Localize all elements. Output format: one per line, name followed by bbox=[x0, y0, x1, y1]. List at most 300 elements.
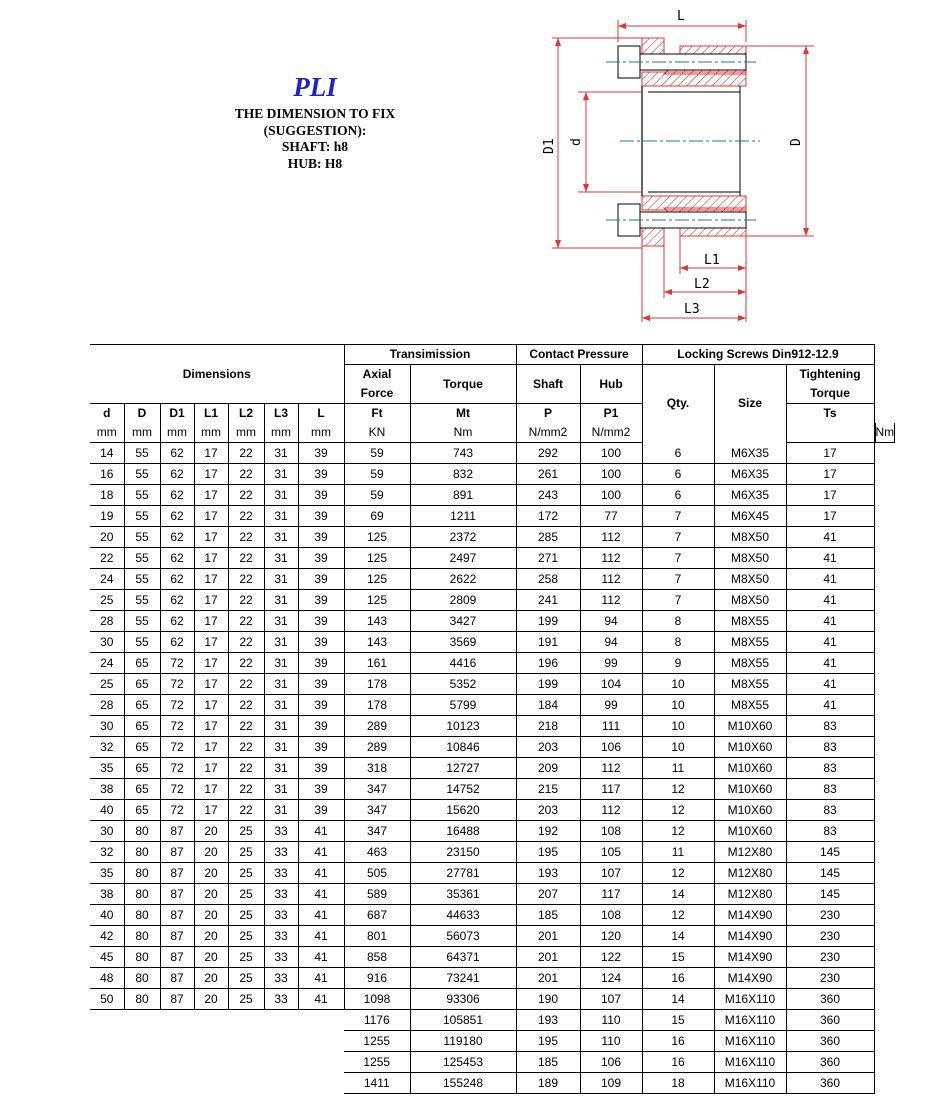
table-row bbox=[90, 779, 895, 800]
cell-qty: 10 bbox=[642, 695, 714, 716]
cell-L2: 25 bbox=[228, 968, 264, 989]
cell-P: 241 bbox=[516, 590, 580, 611]
cell-Ts: 360 bbox=[786, 1073, 874, 1094]
cell-d bbox=[90, 1031, 124, 1052]
cell-P: 243 bbox=[516, 485, 580, 506]
cell-d bbox=[90, 1010, 124, 1031]
cell-P1: 100 bbox=[580, 443, 642, 464]
cell-L2: 22 bbox=[228, 737, 264, 758]
cell-L2: 22 bbox=[228, 695, 264, 716]
cell-size: M6X35 bbox=[714, 485, 786, 506]
group-header-dimensions: Dimensions bbox=[90, 345, 344, 404]
cell-P1: 77 bbox=[580, 506, 642, 527]
cell-Ft: 178 bbox=[344, 695, 410, 716]
cell-D1: 72 bbox=[160, 695, 194, 716]
cell-D1: 62 bbox=[160, 527, 194, 548]
cell-Ft: 505 bbox=[344, 863, 410, 884]
symbol-Mt: Mt bbox=[410, 404, 516, 424]
cell-L1: 17 bbox=[194, 611, 228, 632]
cell-d: 32 bbox=[90, 737, 124, 758]
dim-label-D: D bbox=[789, 138, 804, 146]
cell-d: 30 bbox=[90, 632, 124, 653]
cell-D: 55 bbox=[124, 569, 160, 590]
cell-D: 65 bbox=[124, 758, 160, 779]
cell-Ts: 83 bbox=[786, 800, 874, 821]
cell-qty: 6 bbox=[642, 443, 714, 464]
table-row bbox=[90, 1010, 895, 1031]
table-row bbox=[90, 1073, 895, 1094]
table-row bbox=[90, 1052, 895, 1073]
symbol-Ts: Ts bbox=[786, 404, 874, 424]
cell-Ft: 125 bbox=[344, 569, 410, 590]
cell-L: 39 bbox=[298, 548, 344, 569]
cell-L3: 31 bbox=[264, 506, 298, 527]
cell-qty: 14 bbox=[642, 926, 714, 947]
cell-P: 258 bbox=[516, 569, 580, 590]
cell-L3: 31 bbox=[264, 527, 298, 548]
cell-D1: 87 bbox=[160, 821, 194, 842]
cell-qty: 18 bbox=[642, 1073, 714, 1094]
cell-L: 41 bbox=[298, 947, 344, 968]
cell-d: 25 bbox=[90, 590, 124, 611]
cell-L3: 31 bbox=[264, 611, 298, 632]
cell-qty: 12 bbox=[642, 800, 714, 821]
cell-L: 41 bbox=[298, 842, 344, 863]
cell-P1: 94 bbox=[580, 611, 642, 632]
cell-Mt: 93306 bbox=[410, 989, 516, 1010]
cell-P: 285 bbox=[516, 527, 580, 548]
symbol-P: P bbox=[516, 404, 580, 424]
cell-P1: 117 bbox=[580, 779, 642, 800]
cell-size: M8X55 bbox=[714, 632, 786, 653]
cell-P: 193 bbox=[516, 863, 580, 884]
cell-qty: 6 bbox=[642, 485, 714, 506]
cell-P: 201 bbox=[516, 947, 580, 968]
cell-Ft: 69 bbox=[344, 506, 410, 527]
cell-size: M8X50 bbox=[714, 569, 786, 590]
cell-L2 bbox=[228, 1073, 264, 1094]
cell-L3: 31 bbox=[264, 485, 298, 506]
cell-D: 80 bbox=[124, 926, 160, 947]
table-row bbox=[90, 590, 895, 611]
cell-Ft: 1255 bbox=[344, 1031, 410, 1052]
cell-L bbox=[298, 1052, 344, 1073]
cell-L1: 17 bbox=[194, 758, 228, 779]
cell-L3: 31 bbox=[264, 569, 298, 590]
cell-d: 30 bbox=[90, 716, 124, 737]
cell-D1 bbox=[160, 1031, 194, 1052]
cell-D: 80 bbox=[124, 947, 160, 968]
table-row bbox=[90, 758, 895, 779]
product-title: PLI bbox=[293, 72, 337, 102]
cell-D: 80 bbox=[124, 863, 160, 884]
unit-L1: mm bbox=[194, 423, 228, 443]
cell-qty: 12 bbox=[642, 863, 714, 884]
cell-d: 25 bbox=[90, 674, 124, 695]
cell-Ts: 83 bbox=[786, 758, 874, 779]
subtitle-line: HUB: H8 bbox=[287, 155, 343, 171]
table-row bbox=[90, 884, 895, 905]
cell-D: 55 bbox=[124, 590, 160, 611]
table-row bbox=[90, 464, 895, 485]
cell-L1: 20 bbox=[194, 884, 228, 905]
cell-size: M14X90 bbox=[714, 926, 786, 947]
cell-P: 201 bbox=[516, 926, 580, 947]
cell-L3 bbox=[264, 1010, 298, 1031]
cell-L: 41 bbox=[298, 926, 344, 947]
cell-L3: 31 bbox=[264, 674, 298, 695]
cell-L: 39 bbox=[298, 590, 344, 611]
cell-P1: 124 bbox=[580, 968, 642, 989]
cell-Mt: 891 bbox=[410, 485, 516, 506]
cell-D: 65 bbox=[124, 716, 160, 737]
cell-Ft: 289 bbox=[344, 737, 410, 758]
cell-D: 55 bbox=[124, 506, 160, 527]
cell-qty: 10 bbox=[642, 737, 714, 758]
cell-P1: 107 bbox=[580, 863, 642, 884]
cell-D1: 87 bbox=[160, 926, 194, 947]
cell-d: 30 bbox=[90, 821, 124, 842]
cell-qty: 14 bbox=[642, 884, 714, 905]
cell-D: 65 bbox=[124, 800, 160, 821]
cell-L2 bbox=[228, 1010, 264, 1031]
cell-d: 50 bbox=[90, 989, 124, 1010]
unit-qty bbox=[786, 423, 874, 443]
dim-label-L2: L2 bbox=[694, 277, 710, 292]
cell-D: 65 bbox=[124, 779, 160, 800]
cell-Ft: 347 bbox=[344, 779, 410, 800]
cell-Ts: 230 bbox=[786, 905, 874, 926]
cell-d bbox=[90, 1073, 124, 1094]
cell-L3: 33 bbox=[264, 842, 298, 863]
cell-L2: 22 bbox=[228, 716, 264, 737]
cell-size: M12X80 bbox=[714, 884, 786, 905]
cell-d: 24 bbox=[90, 653, 124, 674]
cell-L1 bbox=[194, 1031, 228, 1052]
cell-L1: 20 bbox=[194, 821, 228, 842]
header-qty: Qty. bbox=[642, 365, 714, 443]
cell-Mt: 2372 bbox=[410, 527, 516, 548]
cell-P1: 110 bbox=[580, 1031, 642, 1052]
cell-D: 80 bbox=[124, 968, 160, 989]
cell-Ts: 360 bbox=[786, 1031, 874, 1052]
bottom-flange-section bbox=[642, 228, 664, 246]
cell-P: 292 bbox=[516, 443, 580, 464]
cell-D1: 72 bbox=[160, 737, 194, 758]
cell-Mt: 3569 bbox=[410, 632, 516, 653]
cell-D: 65 bbox=[124, 674, 160, 695]
cell-size: M16X110 bbox=[714, 1052, 786, 1073]
cell-L1: 20 bbox=[194, 905, 228, 926]
cell-d: 22 bbox=[90, 548, 124, 569]
cell-Ts: 360 bbox=[786, 1052, 874, 1073]
cell-D1: 62 bbox=[160, 464, 194, 485]
cell-L: 41 bbox=[298, 968, 344, 989]
cell-D1: 72 bbox=[160, 800, 194, 821]
cell-Mt: 5799 bbox=[410, 695, 516, 716]
cell-L bbox=[298, 1031, 344, 1052]
cell-size: M6X35 bbox=[714, 464, 786, 485]
cell-Ts: 41 bbox=[786, 548, 874, 569]
cell-L1: 17 bbox=[194, 779, 228, 800]
cell-L2 bbox=[228, 1052, 264, 1073]
symbol-D: D bbox=[124, 404, 160, 424]
cell-P: 185 bbox=[516, 905, 580, 926]
cell-size: M8X50 bbox=[714, 548, 786, 569]
cell-Mt: 15620 bbox=[410, 800, 516, 821]
cell-L: 39 bbox=[298, 632, 344, 653]
unit-P: N/mm2 bbox=[516, 423, 580, 443]
cell-D1: 62 bbox=[160, 485, 194, 506]
cell-L1: 17 bbox=[194, 548, 228, 569]
cell-P1: 99 bbox=[580, 653, 642, 674]
cell-P1: 120 bbox=[580, 926, 642, 947]
cell-L3: 31 bbox=[264, 548, 298, 569]
cell-L2: 22 bbox=[228, 506, 264, 527]
cell-L2: 22 bbox=[228, 590, 264, 611]
cell-L1: 17 bbox=[194, 506, 228, 527]
cell-D1: 87 bbox=[160, 863, 194, 884]
cell-D1 bbox=[160, 1052, 194, 1073]
cell-L3: 33 bbox=[264, 926, 298, 947]
cell-qty: 7 bbox=[642, 569, 714, 590]
cell-D1: 87 bbox=[160, 905, 194, 926]
cell-P1: 110 bbox=[580, 1010, 642, 1031]
group-header-locking-screws: Locking Screws Din912-12.9 bbox=[642, 345, 874, 365]
cell-d: 42 bbox=[90, 926, 124, 947]
cell-D: 65 bbox=[124, 737, 160, 758]
cell-L: 39 bbox=[298, 569, 344, 590]
cell-L2: 25 bbox=[228, 989, 264, 1010]
cell-size: M10X60 bbox=[714, 779, 786, 800]
cell-P: 215 bbox=[516, 779, 580, 800]
cell-d: 28 bbox=[90, 695, 124, 716]
cell-D1 bbox=[160, 1010, 194, 1031]
cell-L3: 31 bbox=[264, 695, 298, 716]
cell-size: M10X60 bbox=[714, 716, 786, 737]
cell-Ts: 17 bbox=[786, 443, 874, 464]
cell-L: 41 bbox=[298, 863, 344, 884]
specification-rows bbox=[90, 443, 895, 1094]
cell-qty: 15 bbox=[642, 947, 714, 968]
cell-P: 271 bbox=[516, 548, 580, 569]
cell-L: 39 bbox=[298, 527, 344, 548]
cell-P: 196 bbox=[516, 653, 580, 674]
cell-P: 207 bbox=[516, 884, 580, 905]
cell-L3 bbox=[264, 1052, 298, 1073]
cell-size: M8X55 bbox=[714, 611, 786, 632]
cell-Mt: 4416 bbox=[410, 653, 516, 674]
table-row bbox=[90, 632, 895, 653]
cell-L: 39 bbox=[298, 779, 344, 800]
cell-L2: 25 bbox=[228, 947, 264, 968]
cell-L: 41 bbox=[298, 884, 344, 905]
cell-size: M8X55 bbox=[714, 653, 786, 674]
cell-L2: 25 bbox=[228, 842, 264, 863]
cell-L1: 20 bbox=[194, 842, 228, 863]
cell-P: 201 bbox=[516, 968, 580, 989]
cell-size: M6X35 bbox=[714, 443, 786, 464]
cell-size: M8X50 bbox=[714, 527, 786, 548]
cell-Ft: 59 bbox=[344, 464, 410, 485]
cell-Mt: 12727 bbox=[410, 758, 516, 779]
cell-Mt: 1211 bbox=[410, 506, 516, 527]
cell-qty: 9 bbox=[642, 653, 714, 674]
cell-size: M16X110 bbox=[714, 989, 786, 1010]
cell-Mt: 2622 bbox=[410, 569, 516, 590]
unit-D: mm bbox=[124, 423, 160, 443]
header-hub: Hub bbox=[580, 365, 642, 404]
cell-D1: 72 bbox=[160, 716, 194, 737]
cell-size: M14X90 bbox=[714, 947, 786, 968]
cell-D: 55 bbox=[124, 485, 160, 506]
cell-P1: 99 bbox=[580, 695, 642, 716]
cell-L2: 22 bbox=[228, 548, 264, 569]
cell-D: 55 bbox=[124, 527, 160, 548]
cell-Ft: 463 bbox=[344, 842, 410, 863]
subtitle-line: SHAFT: h8 bbox=[281, 139, 349, 154]
cell-qty: 7 bbox=[642, 527, 714, 548]
subtitle-line: THE DIMENSION TO FIX bbox=[234, 106, 396, 121]
cell-Mt: 2497 bbox=[410, 548, 516, 569]
cell-qty: 15 bbox=[642, 1010, 714, 1031]
cell-L: 41 bbox=[298, 989, 344, 1010]
cell-L3: 31 bbox=[264, 443, 298, 464]
cell-L1: 17 bbox=[194, 464, 228, 485]
cell-L1 bbox=[194, 1073, 228, 1094]
cell-L1: 17 bbox=[194, 590, 228, 611]
cell-P: 192 bbox=[516, 821, 580, 842]
table-row bbox=[90, 611, 895, 632]
cell-L3: 31 bbox=[264, 737, 298, 758]
cell-L: 41 bbox=[298, 821, 344, 842]
dim-label-L3: L3 bbox=[684, 302, 700, 317]
cell-Ts: 41 bbox=[786, 569, 874, 590]
cell-Ts: 83 bbox=[786, 737, 874, 758]
table-row bbox=[90, 737, 895, 758]
cell-L2: 22 bbox=[228, 443, 264, 464]
cell-D: 55 bbox=[124, 632, 160, 653]
cell-Mt: 35361 bbox=[410, 884, 516, 905]
cell-L3 bbox=[264, 1073, 298, 1094]
cell-D: 80 bbox=[124, 884, 160, 905]
cell-L: 39 bbox=[298, 716, 344, 737]
cell-Mt: 16488 bbox=[410, 821, 516, 842]
cell-Ft: 1176 bbox=[344, 1010, 410, 1031]
cell-P: 172 bbox=[516, 506, 580, 527]
cell-qty: 7 bbox=[642, 506, 714, 527]
cell-L2: 22 bbox=[228, 485, 264, 506]
cell-Mt: 125453 bbox=[410, 1052, 516, 1073]
cell-P: 185 bbox=[516, 1052, 580, 1073]
cell-D: 55 bbox=[124, 464, 160, 485]
cell-Mt: 119180 bbox=[410, 1031, 516, 1052]
cell-P1: 105 bbox=[580, 842, 642, 863]
unit-L: mm bbox=[298, 423, 344, 443]
cell-P1: 107 bbox=[580, 989, 642, 1010]
cell-Ft: 589 bbox=[344, 884, 410, 905]
cell-Ts: 83 bbox=[786, 779, 874, 800]
cell-D1: 62 bbox=[160, 611, 194, 632]
cell-D1: 72 bbox=[160, 674, 194, 695]
cell-L: 39 bbox=[298, 464, 344, 485]
cell-P: 203 bbox=[516, 800, 580, 821]
cell-L2: 22 bbox=[228, 800, 264, 821]
unit-Mt: Nm bbox=[410, 423, 516, 443]
cell-P1: 122 bbox=[580, 947, 642, 968]
cell-Ts: 17 bbox=[786, 506, 874, 527]
cell-Ft: 59 bbox=[344, 443, 410, 464]
symbol-L: L bbox=[298, 404, 344, 424]
cell-L3 bbox=[264, 1031, 298, 1052]
symbol-L2: L2 bbox=[228, 404, 264, 424]
cell-Ts: 41 bbox=[786, 590, 874, 611]
cell-L3: 33 bbox=[264, 989, 298, 1010]
unit-L3: mm bbox=[264, 423, 298, 443]
cell-size: M16X110 bbox=[714, 1031, 786, 1052]
cell-L3: 31 bbox=[264, 464, 298, 485]
cell-size: M16X110 bbox=[714, 1010, 786, 1031]
cell-P1: 100 bbox=[580, 464, 642, 485]
cell-Ts: 83 bbox=[786, 821, 874, 842]
table-row bbox=[90, 548, 895, 569]
cell-L1: 17 bbox=[194, 695, 228, 716]
cell-D: 80 bbox=[124, 905, 160, 926]
cell-P1: 104 bbox=[580, 674, 642, 695]
cell-D1: 62 bbox=[160, 506, 194, 527]
cell-P1: 112 bbox=[580, 527, 642, 548]
cell-D bbox=[124, 1031, 160, 1052]
cell-Mt: 5352 bbox=[410, 674, 516, 695]
group-header-transmission: Transimission bbox=[344, 345, 516, 365]
subtitle-line: (SUGGESTION): bbox=[263, 122, 367, 138]
cell-qty: 16 bbox=[642, 1052, 714, 1073]
cell-Ts: 83 bbox=[786, 716, 874, 737]
cell-L2: 22 bbox=[228, 758, 264, 779]
cell-P1: 109 bbox=[580, 1073, 642, 1094]
cell-Ft: 1098 bbox=[344, 989, 410, 1010]
table-row bbox=[90, 653, 895, 674]
cell-D1: 62 bbox=[160, 548, 194, 569]
table-row bbox=[90, 926, 895, 947]
cell-d: 18 bbox=[90, 485, 124, 506]
cell-P1: 106 bbox=[580, 1052, 642, 1073]
cell-D1: 87 bbox=[160, 989, 194, 1010]
cell-L: 39 bbox=[298, 674, 344, 695]
cell-D1: 87 bbox=[160, 884, 194, 905]
cell-d bbox=[90, 1052, 124, 1073]
cell-Ts: 230 bbox=[786, 968, 874, 989]
cell-Ft: 1255 bbox=[344, 1052, 410, 1073]
table-row bbox=[90, 905, 895, 926]
dim-label-L: L bbox=[677, 9, 685, 24]
cell-D: 55 bbox=[124, 548, 160, 569]
header-torque: Torque bbox=[410, 365, 516, 404]
cell-L2: 22 bbox=[228, 674, 264, 695]
symbol-L1: L1 bbox=[194, 404, 228, 424]
cell-size: M8X55 bbox=[714, 674, 786, 695]
table-row bbox=[90, 527, 895, 548]
cell-P1: 117 bbox=[580, 884, 642, 905]
cell-size: M8X55 bbox=[714, 695, 786, 716]
top-flange-section bbox=[642, 38, 664, 56]
unit-Ft: KN bbox=[344, 423, 410, 443]
cell-D1: 62 bbox=[160, 443, 194, 464]
cell-Ts: 360 bbox=[786, 989, 874, 1010]
table-row bbox=[90, 863, 895, 884]
header-axial: Axial bbox=[344, 365, 410, 385]
cell-Mt: 27781 bbox=[410, 863, 516, 884]
